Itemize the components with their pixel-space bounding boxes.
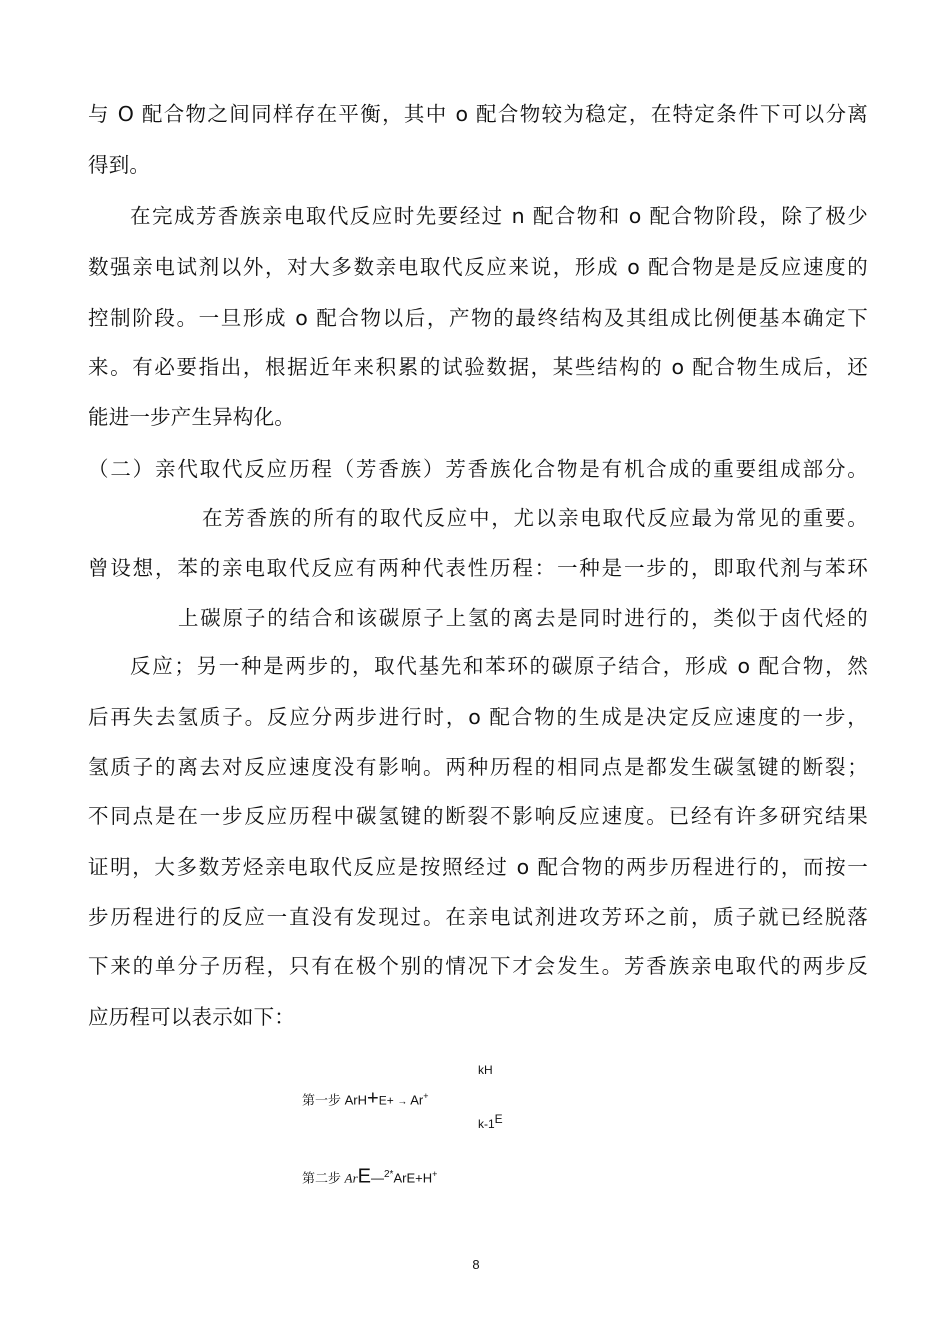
step2-product-charge: +	[432, 1169, 438, 1179]
step1-electrophile: E+	[378, 1093, 394, 1108]
body-line: 下来的单分子历程，只有在极个别的情况下才会发生。芳香族亲电取代的两步反	[88, 954, 868, 978]
body-line: 在完成芳香族亲电取代反应时先要经过 n 配合物和 o 配合物阶段，除了极少	[130, 204, 868, 228]
body-line: 不同点是在一步反应历程中碳氢键的断裂不影响反应速度。已经有许多研究结果	[88, 804, 868, 828]
body-line: 与 O 配合物之间同样存在平衡，其中 o 配合物较为稳定，在特定条件下可以分离	[88, 102, 868, 126]
body-line: 上碳原子的结合和该碳原子上氢的离去是同时进行的，类似于卤代烃的	[178, 606, 868, 630]
section-heading-line: （二）亲代取代反应历程（芳香族）芳香族化合物是有机合成的重要组成部分。	[88, 457, 868, 481]
rate-constant-reverse-e: E	[494, 1112, 503, 1126]
step2-dash: —	[370, 1170, 384, 1186]
body-line: 反应；另一种是两步的，取代基先和苯环的碳原子结合，形成 o 配合物，然	[130, 654, 868, 678]
body-line: 步历程进行的反应一直没有发现过。在亲电试剂进攻芳环之前，质子就已经脱落	[88, 905, 868, 929]
reaction-arrow-icon: →	[397, 1096, 408, 1108]
step2-e: E	[357, 1165, 371, 1188]
step1-reactant: ArH	[344, 1092, 368, 1108]
step2-rate-label: 2*	[383, 1169, 394, 1180]
equation-step-1	[302, 1088, 429, 1110]
step2-product: ArE+H	[393, 1170, 433, 1186]
body-line: 证明，大多数芳烃亲电取代反应是按照经过 o 配合物的两步历程进行的，而按一	[88, 855, 868, 879]
body-line: 数强亲电试剂以外，对大多数亲电取代反应来说，形成 o 配合物是是反应速度的	[88, 255, 868, 279]
step1-label: 第一步	[302, 1093, 342, 1109]
body-line: 控制阶段。一旦形成 o 配合物以后，产物的最终结构及其组成比例便基本确定下	[88, 306, 868, 330]
body-line: 来。有必要指出，根据近年来积累的试验数据，某些结构的 o 配合物生成后，还	[88, 355, 868, 379]
rate-constant-reverse	[478, 1112, 503, 1131]
rate-constant-reverse-label: k-1	[478, 1117, 495, 1131]
body-line: 得到。	[88, 153, 151, 177]
rate-constant-forward: kH	[478, 1063, 493, 1077]
body-line: 应历程可以表示如下：	[88, 1005, 295, 1029]
step2-label: 第二步	[302, 1171, 342, 1187]
body-line: 能进一步产生异构化。	[88, 405, 295, 429]
body-line: 氢质子的离去对反应速度没有影响。两种历程的相同点是都发生碳氢键的断裂；	[88, 755, 868, 779]
equation-step-2	[302, 1166, 437, 1187]
step1-product: Ar	[410, 1092, 424, 1108]
body-line: 后再失去氢质子。反应分两步进行时，o 配合物的生成是决定反应速度的一步，	[88, 705, 868, 729]
body-line: 曾设想，苯的亲电取代反应有两种代表性历程：一种是一步的，即取代剂与苯环	[88, 556, 868, 580]
body-line: 在芳香族的所有的取代反应中，尤以亲电取代反应最为常见的重要。	[202, 506, 868, 530]
step1-product-charge: +	[423, 1091, 429, 1101]
page-number: 8	[472, 1257, 480, 1272]
step1-plus: +	[367, 1087, 379, 1110]
step2-ar: Ar	[344, 1170, 358, 1186]
